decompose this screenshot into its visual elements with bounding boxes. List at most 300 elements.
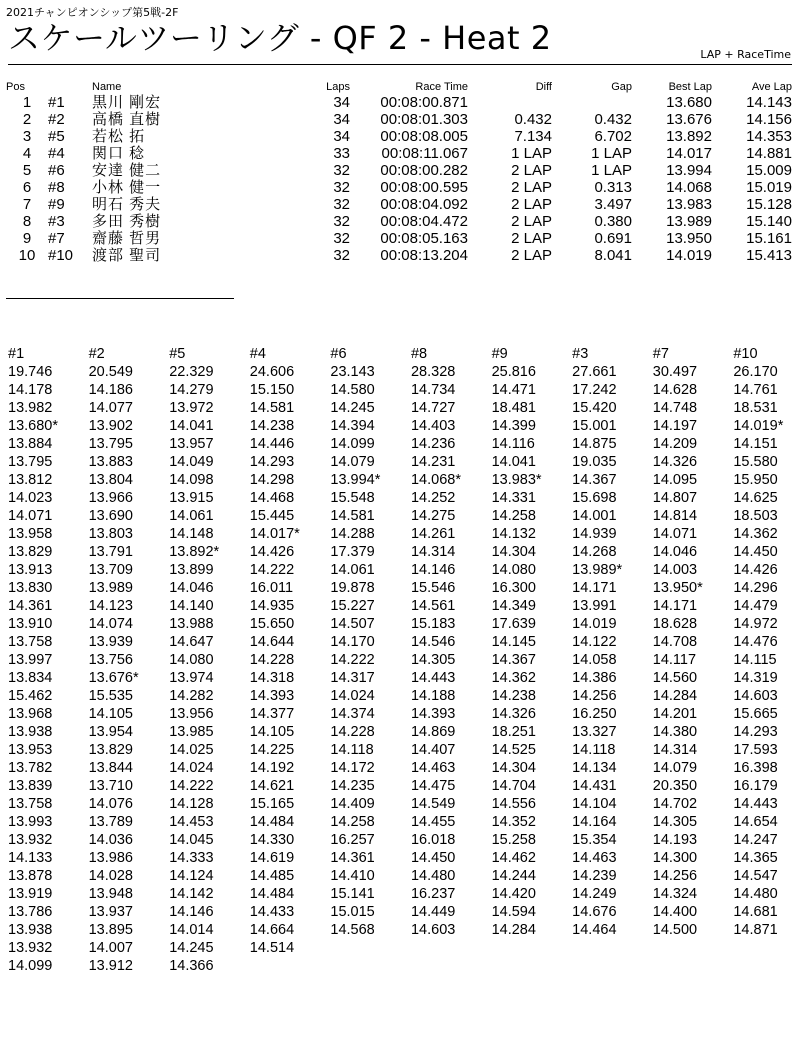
lap-time-cell: 14.036 [88, 832, 133, 848]
lap-time-cell: 14.238 [249, 418, 295, 434]
lap-time-cell: 16.011 [249, 580, 294, 596]
lap-time-cell: 14.151 [733, 436, 778, 452]
result-diff: 2 LAP [511, 196, 552, 213]
lap-time-cell: 27.661 [572, 364, 617, 380]
lap-time-cell: 14.001 [572, 508, 617, 524]
lap-time-cell: 14.164 [572, 814, 617, 830]
lap-time-cell: 14.192 [249, 760, 295, 776]
result-row [6, 145, 792, 162]
result-best-lap: 13.983 [666, 196, 712, 213]
lap-time-cell: 16.257 [330, 832, 375, 848]
lap-time-cell: 17.242 [572, 382, 617, 398]
lap-time-cell: 14.146 [410, 562, 456, 578]
lap-time-cell: 14.201 [652, 706, 698, 722]
result-ave-lap: 14.353 [746, 128, 792, 145]
lap-time-cell: 13.899 [169, 562, 214, 578]
lap-time-cell: 13.938 [8, 724, 53, 740]
lap-time-cell: 14.133 [8, 850, 53, 866]
lap-time-cell: 14.972 [733, 616, 778, 632]
result-race-time: 00:08:11.067 [381, 145, 468, 162]
lap-time-cell: 13.756 [88, 652, 133, 668]
lap-time-cell: 13.968 [8, 706, 53, 722]
lap-time-cell: 13.994* [330, 472, 381, 488]
lap-time-cell: 14.304 [491, 544, 536, 560]
result-gap: 6.702 [594, 128, 632, 145]
lap-time-cell: 14.045 [169, 832, 214, 848]
lap-time-cell: 14.935 [249, 598, 295, 614]
lap-time-cell: 15.165 [249, 796, 295, 812]
report-mode-label: LAP + RaceTime [700, 48, 791, 61]
lap-time-cell: 14.362 [733, 526, 778, 542]
lap-time-cell: 14.178 [8, 382, 53, 398]
lap-time-cell: 14.647 [169, 634, 214, 650]
lap-time-cell: 14.366 [169, 958, 214, 974]
lap-time-cell: 14.007 [88, 940, 133, 956]
lap-time-cell: 14.331 [491, 490, 536, 506]
result-laps: 34 [333, 111, 350, 128]
result-best-lap: 13.989 [666, 213, 712, 230]
lap-time-cell: 14.463 [572, 850, 617, 866]
lap-time-cell: 13.974 [169, 670, 214, 686]
result-diff: 0.432 [514, 111, 552, 128]
lap-time-cell: 14.603 [733, 688, 778, 704]
lap-time-cell: 13.829 [8, 544, 53, 560]
lap-time-cell: 13.957 [169, 436, 214, 452]
result-pos: 2 [22, 111, 32, 128]
lap-time-cell: 14.869 [410, 724, 456, 740]
lap-time-cell: 13.948 [88, 886, 133, 902]
lap-time-cell: 14.500 [652, 922, 698, 938]
lap-time-cell: 14.236 [410, 436, 456, 452]
lap-time-cell: 14.145 [491, 634, 536, 650]
lap-time-cell: 13.829 [88, 742, 133, 758]
lap-time-cell: 14.258 [491, 508, 536, 524]
lap-time-cell: 14.193 [652, 832, 698, 848]
lap-time-cell: 14.393 [249, 688, 295, 704]
lap-time-cell: 15.015 [330, 904, 375, 920]
result-race-time: 00:08:04.472 [380, 213, 468, 230]
lap-time-cell: 14.410 [330, 868, 375, 884]
result-ave-lap: 14.143 [746, 94, 792, 111]
lap-time-cell: 14.222 [249, 562, 295, 578]
lap-time-cell: 15.183 [410, 616, 456, 632]
lap-time-cell: 15.001 [572, 418, 617, 434]
lap-time-cell: 13.902 [88, 418, 133, 434]
lap-time-cell: 14.105 [88, 706, 133, 722]
lap-time-cell: 14.247 [733, 832, 778, 848]
lap-time-cell: 14.080 [491, 562, 536, 578]
lap-time-cell: 13.892* [169, 544, 220, 560]
result-gap: 8.041 [594, 247, 632, 264]
result-driver-name: 黒川 剛宏 [92, 94, 162, 111]
lap-time-cell: 13.795 [88, 436, 133, 452]
result-laps: 32 [333, 213, 350, 230]
lap-time-cell: 14.462 [491, 850, 536, 866]
result-pos: 10 [18, 247, 36, 264]
lap-time-cell: 13.950* [652, 580, 703, 596]
lap-time-cell: 14.314 [410, 544, 456, 560]
lap-column [733, 345, 800, 975]
lap-time-cell: 16.250 [572, 706, 617, 722]
col-header-ave-lap: Ave Lap [751, 81, 792, 93]
lap-time-cell: 15.546 [410, 580, 456, 596]
lap-times-grid [8, 345, 800, 975]
lap-time-cell: 14.046 [652, 544, 698, 560]
lap-time-cell: 14.023 [8, 490, 53, 506]
result-diff: 2 LAP [511, 230, 552, 247]
lap-time-cell: 14.319 [733, 670, 778, 686]
lap-time-cell: 19.035 [572, 454, 617, 470]
lap-time-cell: 15.445 [249, 508, 295, 524]
lap-time-cell: 14.300 [652, 850, 698, 866]
lap-time-cell: 14.024 [330, 688, 375, 704]
lap-time-cell: 30.497 [652, 364, 698, 380]
lap-time-cell: 14.450 [733, 544, 778, 560]
lap-time-cell: 13.676* [88, 670, 139, 686]
lap-time-cell: 14.619 [249, 850, 295, 866]
lap-time-cell: 14.132 [491, 526, 536, 542]
lap-time-cell: 14.734 [410, 382, 456, 398]
result-driver-name: 安達 健二 [92, 162, 162, 179]
lap-time-cell: 14.228 [249, 652, 295, 668]
lap-time-cell: 14.475 [410, 778, 456, 794]
result-gap: 0.432 [594, 111, 632, 128]
result-gap: 0.691 [594, 230, 632, 247]
lap-time-cell: 14.453 [169, 814, 214, 830]
lap-time-cell: 14.399 [491, 418, 536, 434]
lap-time-cell: 14.140 [169, 598, 214, 614]
results-divider [6, 298, 234, 299]
lap-time-cell: 14.471 [491, 382, 536, 398]
result-driver-name: 関口 稔 [92, 145, 146, 162]
lap-time-cell: 14.046 [169, 580, 214, 596]
lap-time-cell: 14.365 [733, 850, 778, 866]
lap-time-cell: 14.654 [733, 814, 778, 830]
lap-time-cell: 14.549 [410, 796, 456, 812]
lap-time-cell: 23.143 [330, 364, 375, 380]
lap-time-cell: 14.349 [491, 598, 536, 614]
lap-time-cell: 14.256 [652, 868, 698, 884]
lap-time-cell: 15.150 [249, 382, 295, 398]
lap-time-cell: 14.514 [249, 940, 295, 956]
lap-time-cell: 28.328 [410, 364, 456, 380]
lap-time-cell: 14.426 [733, 562, 778, 578]
result-row [6, 247, 792, 264]
lap-time-cell: 14.727 [410, 400, 456, 416]
lap-time-cell: 14.484 [249, 814, 295, 830]
lap-time-cell: 14.049 [169, 454, 214, 470]
lap-time-cell: 14.431 [572, 778, 617, 794]
lap-time-cell: 13.956 [169, 706, 214, 722]
lap-time-cell: 14.171 [652, 598, 698, 614]
result-car-number: #6 [48, 162, 65, 179]
result-laps: 32 [333, 196, 350, 213]
lap-time-cell: 14.305 [410, 652, 456, 668]
lap-time-cell: 20.350 [652, 778, 698, 794]
lap-time-cell: 14.061 [169, 508, 214, 524]
lap-time-cell: 14.235 [330, 778, 375, 794]
lap-time-cell: 14.025 [169, 742, 214, 758]
lap-time-cell: 13.954 [88, 724, 133, 740]
result-best-lap: 13.994 [666, 162, 712, 179]
lap-time-cell: 17.593 [733, 742, 778, 758]
lap-time-cell: 14.017* [249, 526, 300, 542]
result-row [6, 94, 792, 111]
result-ave-lap: 14.881 [746, 145, 792, 162]
lap-time-cell: 20.549 [88, 364, 133, 380]
lap-time-cell: 15.462 [8, 688, 53, 704]
lap-time-cell: 14.318 [249, 670, 295, 686]
lap-time-cell: 13.913 [8, 562, 53, 578]
result-ave-lap: 15.009 [746, 162, 792, 179]
lap-time-cell: 14.074 [88, 616, 133, 632]
lap-time-cell: 14.393 [410, 706, 456, 722]
result-car-number: #2 [48, 111, 65, 128]
lap-time-cell: 14.099 [8, 958, 53, 974]
lap-column [653, 345, 734, 975]
lap-time-cell: 14.326 [652, 454, 698, 470]
lap-time-cell: 14.134 [572, 760, 617, 776]
result-laps: 32 [333, 247, 350, 264]
lap-time-cell: 18.628 [652, 616, 698, 632]
result-best-lap: 13.892 [666, 128, 712, 145]
lap-time-cell: 14.468 [249, 490, 295, 506]
lap-time-cell: 14.480 [733, 886, 778, 902]
lap-time-cell: 13.786 [8, 904, 53, 920]
lap-column [250, 345, 331, 975]
lap-time-cell: 14.228 [330, 724, 375, 740]
result-gap: 1 LAP [591, 145, 632, 162]
lap-time-cell: 14.284 [491, 922, 536, 938]
lap-time-cell: 14.394 [330, 418, 375, 434]
lap-time-cell: 18.503 [733, 508, 778, 524]
lap-time-cell: 14.249 [572, 886, 617, 902]
lap-time-cell: 13.915 [169, 490, 214, 506]
lap-time-cell: 15.548 [330, 490, 375, 506]
lap-time-cell: 14.479 [733, 598, 778, 614]
col-header-laps: Laps [326, 81, 350, 93]
lap-time-cell: 13.844 [88, 760, 133, 776]
lap-time-cell: 14.581 [249, 400, 295, 416]
result-ave-lap: 14.156 [746, 111, 792, 128]
lap-time-cell: 14.560 [652, 670, 698, 686]
lap-time-cell: 26.170 [733, 364, 778, 380]
lap-time-cell: 14.568 [330, 922, 375, 938]
lap-time-cell: 13.839 [8, 778, 53, 794]
result-car-number: #5 [48, 128, 65, 145]
result-best-lap: 14.019 [666, 247, 712, 264]
lap-time-cell: 14.761 [733, 382, 778, 398]
col-header-pos: Pos [6, 81, 25, 93]
lap-time-cell: 13.895 [88, 922, 133, 938]
result-laps: 32 [333, 230, 350, 247]
lap-time-cell: 14.664 [249, 922, 295, 938]
lap-time-cell: 14.386 [572, 670, 617, 686]
lap-time-cell: 13.709 [88, 562, 133, 578]
lap-time-cell: 14.117 [652, 652, 697, 668]
result-diff: 2 LAP [511, 179, 552, 196]
title-divider [8, 64, 792, 65]
lap-time-cell: 14.041 [169, 418, 214, 434]
lap-time-cell: 14.118 [572, 742, 616, 758]
lap-time-cell: 13.958 [8, 526, 53, 542]
lap-time-cell: 13.710 [88, 778, 133, 794]
lap-time-cell: 14.146 [169, 904, 214, 920]
lap-time-cell: 14.807 [652, 490, 698, 506]
lap-column [492, 345, 573, 975]
lap-time-cell: 17.639 [491, 616, 536, 632]
result-best-lap: 13.680 [666, 94, 712, 111]
lap-time-cell: 13.758 [8, 634, 53, 650]
result-diff: 2 LAP [511, 247, 552, 264]
result-row [6, 162, 792, 179]
lap-time-cell: 14.186 [88, 382, 133, 398]
lap-time-cell: 18.531 [733, 400, 778, 416]
lap-time-cell: 13.953 [8, 742, 53, 758]
result-car-number: #3 [48, 213, 65, 230]
results-table [6, 80, 792, 264]
result-row [6, 128, 792, 145]
lap-time-cell: 14.115 [733, 652, 777, 668]
result-race-time: 00:08:00.282 [380, 162, 468, 179]
lap-time-cell: 14.028 [88, 868, 133, 884]
lap-time-cell: 18.251 [491, 724, 536, 740]
result-ave-lap: 15.019 [746, 179, 792, 196]
result-best-lap: 13.950 [666, 230, 712, 247]
result-laps: 32 [333, 162, 350, 179]
lap-column-header: #5 [169, 346, 186, 362]
lap-time-cell: 14.268 [572, 544, 617, 560]
lap-time-cell: 14.644 [249, 634, 295, 650]
result-diff: 2 LAP [511, 213, 552, 230]
lap-time-cell: 14.305 [652, 814, 698, 830]
result-driver-name: 多田 秀樹 [92, 213, 162, 230]
lap-time-cell: 14.261 [410, 526, 456, 542]
lap-time-cell: 14.426 [249, 544, 295, 560]
lap-time-cell: 14.222 [169, 778, 214, 794]
lap-time-cell: 13.988 [169, 616, 214, 632]
result-best-lap: 14.017 [666, 145, 712, 162]
lap-time-cell: 14.603 [410, 922, 456, 938]
lap-time-cell: 13.910 [8, 616, 53, 632]
result-pos: 7 [22, 196, 32, 213]
lap-time-cell: 13.939 [88, 634, 133, 650]
lap-time-cell: 14.197 [652, 418, 698, 434]
result-best-lap: 14.068 [666, 179, 712, 196]
result-gap: 0.380 [594, 213, 632, 230]
col-header-name: Name [92, 81, 122, 93]
lap-time-cell: 14.708 [652, 634, 698, 650]
lap-time-cell: 14.547 [733, 868, 778, 884]
lap-time-cell: 14.361 [8, 598, 53, 614]
lap-time-cell: 14.304 [491, 760, 536, 776]
lap-column-header: #7 [652, 346, 669, 362]
result-laps: 32 [333, 179, 350, 196]
lap-time-cell: 14.621 [249, 778, 295, 794]
lap-time-cell: 14.099 [330, 436, 375, 452]
result-best-lap: 13.676 [666, 111, 712, 128]
lap-time-cell: 14.209 [652, 436, 698, 452]
result-driver-name: 渡部 聖司 [92, 247, 162, 264]
lap-time-cell: 13.919 [8, 886, 53, 902]
lap-time-cell: 14.279 [169, 382, 214, 398]
result-pos: 8 [22, 213, 32, 230]
lap-time-cell: 14.104 [572, 796, 617, 812]
lap-time-cell: 13.985 [169, 724, 214, 740]
lap-time-cell: 14.296 [733, 580, 778, 596]
lap-time-cell: 14.676 [572, 904, 617, 920]
lap-column-header: #2 [88, 346, 105, 362]
lap-time-cell: 13.803 [88, 526, 133, 542]
result-diff: 1 LAP [511, 145, 552, 162]
lap-time-cell: 13.791 [88, 544, 133, 560]
result-car-number: #7 [48, 230, 65, 247]
lap-time-cell: 13.932 [8, 832, 53, 848]
lap-time-cell: 14.128 [169, 796, 214, 812]
lap-time-cell: 25.816 [491, 364, 536, 380]
lap-time-cell: 15.420 [572, 400, 617, 416]
lap-time-cell: 14.374 [330, 706, 375, 722]
lap-time-cell: 14.076 [88, 796, 133, 812]
lap-time-cell: 14.061 [330, 562, 375, 578]
lap-time-cell: 15.650 [249, 616, 295, 632]
lap-time-cell: 14.275 [410, 508, 456, 524]
lap-time-cell: 18.481 [491, 400, 536, 416]
lap-time-cell: 14.256 [572, 688, 617, 704]
lap-time-cell: 17.379 [330, 544, 375, 560]
lap-time-cell: 14.561 [410, 598, 456, 614]
lap-time-cell: 13.789 [88, 814, 133, 830]
lap-time-cell: 13.812 [8, 472, 53, 488]
lap-time-cell: 13.937 [88, 904, 133, 920]
lap-time-cell: 13.795 [8, 454, 53, 470]
lap-time-cell: 14.118 [330, 742, 374, 758]
result-pos: 5 [22, 162, 32, 179]
lap-time-cell: 14.480 [410, 868, 456, 884]
result-race-time: 00:08:01.303 [380, 111, 468, 128]
lap-column-header: #3 [572, 346, 589, 362]
lap-time-cell: 13.830 [8, 580, 53, 596]
lap-column [8, 345, 89, 975]
lap-time-cell: 14.507 [330, 616, 375, 632]
result-car-number: #9 [48, 196, 65, 213]
lap-time-cell: 14.814 [652, 508, 698, 524]
result-gap: 0.313 [594, 179, 632, 196]
lap-time-cell: 14.628 [652, 382, 698, 398]
result-diff: 7.134 [514, 128, 552, 145]
lap-column [330, 345, 411, 975]
lap-time-cell: 14.231 [410, 454, 456, 470]
lap-time-cell: 14.148 [169, 526, 214, 542]
lap-time-cell: 14.171 [572, 580, 617, 596]
result-car-number: #1 [48, 94, 65, 111]
lap-time-cell: 15.354 [572, 832, 617, 848]
result-gap [552, 94, 632, 111]
lap-time-cell: 14.077 [88, 400, 133, 416]
lap-time-cell: 14.377 [249, 706, 295, 722]
lap-time-cell: 13.690 [88, 508, 133, 524]
result-race-time: 00:08:08.005 [380, 128, 468, 145]
lap-time-cell: 13.884 [8, 436, 53, 452]
lap-time-cell: 14.702 [652, 796, 698, 812]
lap-time-cell: 15.950 [733, 472, 778, 488]
lap-time-cell: 13.327 [572, 724, 617, 740]
lap-time-cell: 14.446 [249, 436, 295, 452]
lap-time-cell: 13.972 [169, 400, 214, 416]
lap-time-cell: 13.938 [8, 922, 53, 938]
lap-time-cell: 13.989 [88, 580, 133, 596]
result-driver-name: 齋藤 哲男 [92, 230, 162, 247]
